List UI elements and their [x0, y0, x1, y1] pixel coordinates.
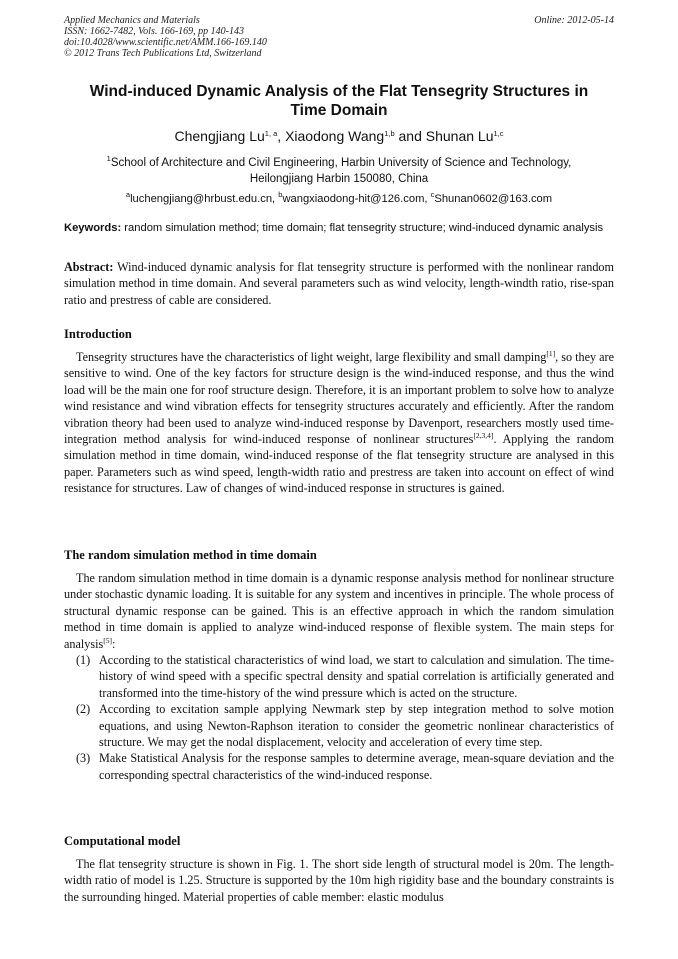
online-date: Online: 2012-05-14 — [534, 15, 614, 26]
abstract-label: Abstract: — [64, 260, 114, 274]
email-mark: a — [125, 190, 131, 199]
issn-line: ISSN: 1662-7482, Vols. 166-169, pp 140-143 — [64, 26, 244, 37]
section-heading-random-simulation: The random simulation method in time domain — [64, 548, 317, 562]
doi-line: doi:10.4028/www.scientific.net/AMM.166-169.140 — [64, 37, 267, 48]
keywords-label: Keywords: — [64, 222, 122, 234]
analysis-steps-list — [64, 652, 614, 783]
list-item-text: According to the statistical characteristics of wind load, we start to calculation and simulation. The time-history of wind speed with a specific spectral density and spatial correlation is artificially generated and transformed into the time-history of the wind pressure which is acted on the structure. — [99, 653, 614, 700]
keywords-text: random simulation method; time domain; flat tensegrity structure; wind-induced dynamic analysis — [121, 222, 604, 234]
email-address: luchengjiang@hrbust.edu.cn, — [130, 193, 279, 205]
paragraph-text: , so they are sensitive to wind. One of the key factors for structure design is the wind-induced response, and thus the wind load will be the main one for roof structure design. Therefore, it is an important problem to solve how to analyze wind resistance and wind vibration effects for tensegrity structures accurately and efficiently. After the random vibration theory had been used to analyze wind-induced response by Davenport, researchers mostly used time-integration method analysis for wind-induced response of nonlinear structures — [64, 350, 615, 447]
author-name: , Xiaodong Wang — [277, 128, 385, 144]
paragraph-text: : — [112, 636, 116, 651]
computational-model-paragraph: The flat tensegrity structure is shown in Fig. 1. The short side length of structural model is 20m. The length-width ratio of model is 1.25. Structure is supported by the 10m high rigidity base and the boundary constraints is the surrounding hinged. Material properties of cable member: elastic modulus — [64, 857, 614, 904]
abstract — [64, 259, 614, 308]
email-mark: c — [430, 190, 435, 199]
list-item — [64, 652, 614, 701]
list-item — [64, 750, 614, 783]
paper-title: Wind-induced Dynamic Analysis of the Flat Tensegrity Structures in Time Domain — [89, 83, 589, 119]
list-item-text: Make Statistical Analysis for the response samples to determine average, mean-square deviation and the corresponding spectral characteristics of the wind-induced response. — [99, 751, 614, 782]
email-list — [64, 192, 614, 207]
section-heading-introduction: Introduction — [64, 327, 132, 341]
journal-header — [64, 15, 267, 59]
author-affil-mark: 1, a — [264, 129, 278, 138]
email-address: Shunan0602@163.com — [434, 193, 553, 205]
affiliation — [74, 155, 604, 187]
citation: [1] — [546, 349, 556, 358]
keywords — [64, 222, 614, 236]
author-name: and Shunan Lu — [394, 128, 494, 144]
list-item-number: (2) — [76, 702, 91, 717]
list-item-number: (1) — [76, 653, 91, 667]
random-simulation-paragraph — [64, 570, 614, 652]
affiliation-text: School of Architecture and Civil Engineering, Harbin University of Science and Technology, Heilongjiang Harbin 150080, China — [110, 157, 572, 185]
list-item-number: (3) — [76, 751, 91, 766]
author-affil-mark: 1,c — [493, 129, 504, 138]
affiliation-mark: 1 — [106, 154, 111, 163]
author-name: Chengjiang Lu — [174, 128, 265, 144]
email-mark: b — [278, 190, 283, 199]
citation: [5] — [103, 635, 113, 645]
citation: [2,3,4] — [473, 431, 494, 441]
author-list — [64, 127, 614, 145]
section-heading-computational-model: Computational model — [64, 834, 181, 848]
email-address: wangxiaodong-hit@126.com, — [282, 193, 431, 205]
paragraph-text: The random simulation method in time domain is a dynamic response analysis method for nonlinear structure under stochastic dynamic loading. It is suitable for any system and incentives in principle. The whole process of structural dynamic response can be gained. This is an effective approach in which the random simulation method in time domain is applied to analyze wind-induced response of flexible system. The main steps for analysis — [64, 571, 614, 651]
list-item-text: According to excitation sample applying Newmark step by step integration method to solve motion equations, and using Newton-Raphson iteration to consider the geometric nonlinear characteristics of structure. We may get the nodal displacement, velocity and acceleration of every time step. — [99, 702, 614, 750]
paragraph-text: . Applying the random simulation method in time domain, wind-induced response of the flat tensegrity structure are analysed in this paper. Parameters such as wind speed, length-width ratio and prestress are taken into account on effect of wind resistance for structures. Law of changes of wind-induced response in structures is gained. — [64, 432, 614, 496]
list-item — [64, 701, 614, 750]
journal-name: Applied Mechanics and Materials — [64, 15, 200, 26]
paragraph-text: Tensegrity structures have the characteristics of light weight, large flexibility and small damping — [76, 350, 547, 364]
author-affil-mark: 1,b — [384, 129, 395, 138]
introduction-paragraph — [64, 349, 614, 497]
copyright-line: © 2012 Trans Tech Publications Ltd, Switzerland — [64, 48, 262, 59]
abstract-text: Wind-induced dynamic analysis for flat tensegrity structure is performed with the nonlinear random simulation method in time domain. And several parameters such as wind velocity, length-windth ratio, rise-span ratio and prestress of cable are considered. — [64, 260, 614, 307]
